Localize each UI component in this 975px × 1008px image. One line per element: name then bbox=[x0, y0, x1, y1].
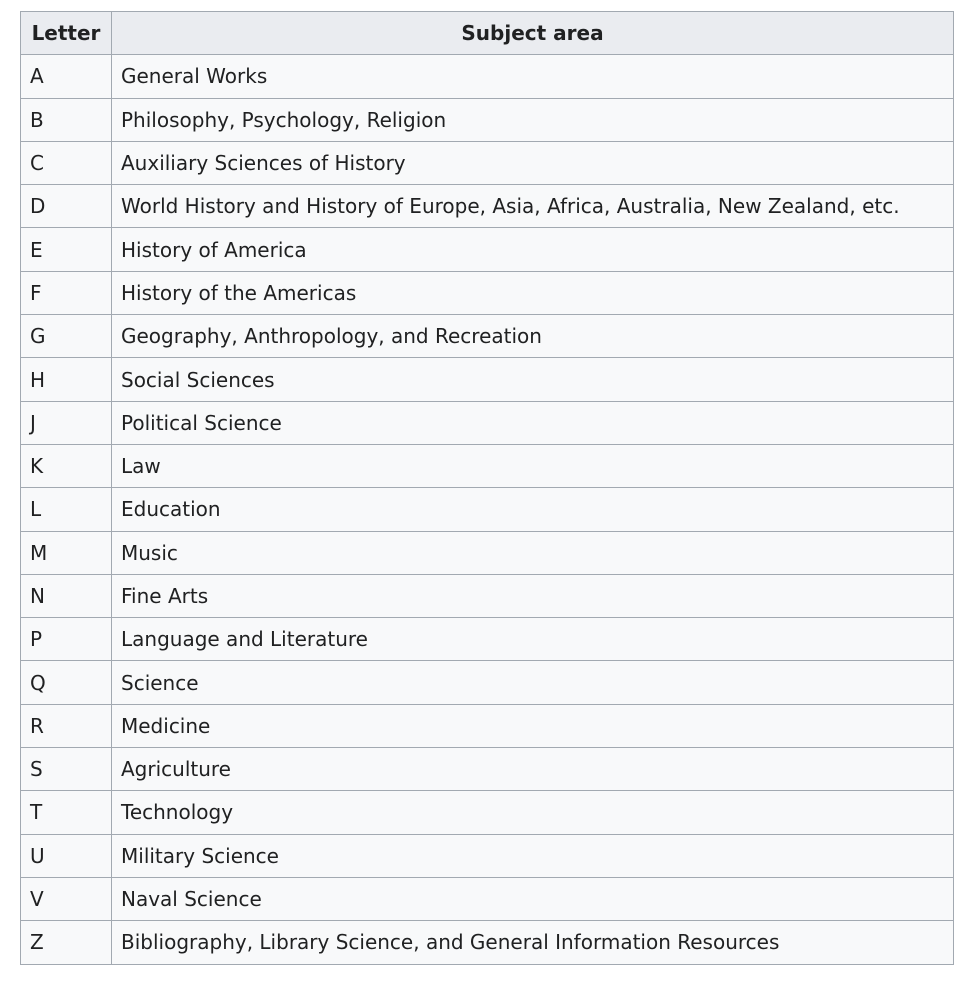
letter-cell: F bbox=[21, 271, 112, 314]
letter-cell: R bbox=[21, 704, 112, 747]
subject-area-cell: Geography, Anthropology, and Recreation bbox=[112, 315, 954, 358]
letter-cell: N bbox=[21, 574, 112, 617]
table-row bbox=[21, 55, 954, 98]
table-row bbox=[21, 921, 954, 964]
table-row bbox=[21, 358, 954, 401]
letter-cell: D bbox=[21, 185, 112, 228]
subject-area-cell: Law bbox=[112, 444, 954, 487]
letter-cell: J bbox=[21, 401, 112, 444]
subject-area-cell: Naval Science bbox=[112, 877, 954, 920]
letter-cell: H bbox=[21, 358, 112, 401]
table-row bbox=[21, 315, 954, 358]
subject-area-cell: Language and Literature bbox=[112, 618, 954, 661]
subject-area-cell: Fine Arts bbox=[112, 574, 954, 617]
letter-cell: L bbox=[21, 488, 112, 531]
letter-cell: E bbox=[21, 228, 112, 271]
subject-area-cell: Political Science bbox=[112, 401, 954, 444]
table-row bbox=[21, 877, 954, 920]
letter-cell: S bbox=[21, 748, 112, 791]
letter-cell: P bbox=[21, 618, 112, 661]
subject-area-cell: Science bbox=[112, 661, 954, 704]
letter-cell: Q bbox=[21, 661, 112, 704]
column-header-subject-area: Subject area bbox=[112, 12, 954, 55]
table-row bbox=[21, 141, 954, 184]
table-row bbox=[21, 228, 954, 271]
letter-cell: C bbox=[21, 141, 112, 184]
letter-cell: G bbox=[21, 315, 112, 358]
table-body bbox=[21, 55, 954, 964]
subject-area-cell: Medicine bbox=[112, 704, 954, 747]
subject-area-cell: Social Sciences bbox=[112, 358, 954, 401]
subject-area-cell: Music bbox=[112, 531, 954, 574]
letter-cell: M bbox=[21, 531, 112, 574]
subject-area-cell: General Works bbox=[112, 55, 954, 98]
table-row bbox=[21, 748, 954, 791]
subject-area-cell: History of America bbox=[112, 228, 954, 271]
column-header-letter: Letter bbox=[21, 12, 112, 55]
table-row bbox=[21, 488, 954, 531]
subject-area-cell: Auxiliary Sciences of History bbox=[112, 141, 954, 184]
letter-cell: V bbox=[21, 877, 112, 920]
subject-area-cell: Education bbox=[112, 488, 954, 531]
subject-area-cell: Technology bbox=[112, 791, 954, 834]
subject-area-cell: Philosophy, Psychology, Religion bbox=[112, 98, 954, 141]
letter-cell: Z bbox=[21, 921, 112, 964]
table-row bbox=[21, 185, 954, 228]
table-row bbox=[21, 834, 954, 877]
subject-area-cell: Bibliography, Library Science, and General Information Resources bbox=[112, 921, 954, 964]
table-row bbox=[21, 444, 954, 487]
table-row bbox=[21, 98, 954, 141]
letter-cell: U bbox=[21, 834, 112, 877]
table-row bbox=[21, 661, 954, 704]
subject-area-cell: History of the Americas bbox=[112, 271, 954, 314]
subject-area-cell: World History and History of Europe, Asia, Africa, Australia, New Zealand, etc. bbox=[112, 185, 954, 228]
letter-cell: B bbox=[21, 98, 112, 141]
table-row bbox=[21, 574, 954, 617]
table-row bbox=[21, 401, 954, 444]
letter-cell: K bbox=[21, 444, 112, 487]
table-row bbox=[21, 618, 954, 661]
subject-area-cell: Military Science bbox=[112, 834, 954, 877]
subject-area-cell: Agriculture bbox=[112, 748, 954, 791]
letter-cell: A bbox=[21, 55, 112, 98]
table-row bbox=[21, 704, 954, 747]
table-row bbox=[21, 791, 954, 834]
table-row bbox=[21, 531, 954, 574]
table-row bbox=[21, 271, 954, 314]
table-header-row bbox=[21, 12, 954, 55]
classification-table bbox=[20, 11, 954, 965]
letter-cell: T bbox=[21, 791, 112, 834]
